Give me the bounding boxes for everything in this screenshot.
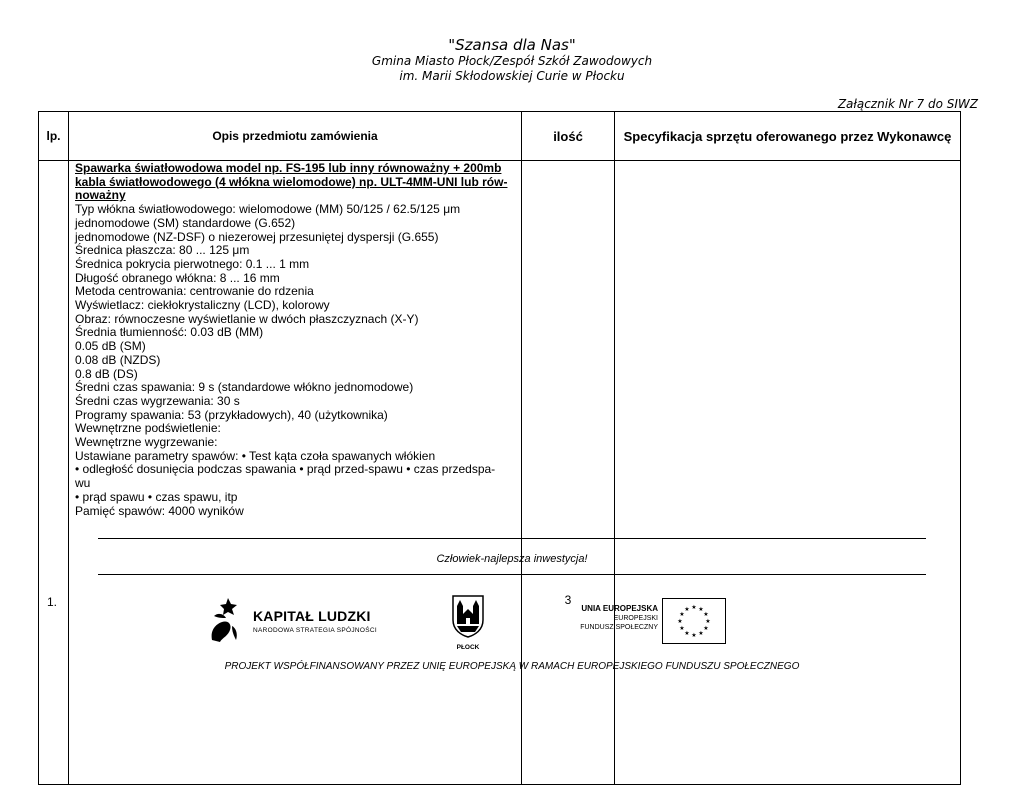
- school-line: im. Marii Skłodowskiej Curie w Płocku: [399, 69, 625, 83]
- eu-union-label: UNIA EUROPEJSKA: [581, 604, 658, 613]
- project-title: "Szansa dla Nas": [448, 36, 576, 54]
- description-line: • prąd spawu • czas spawu, itp: [75, 489, 238, 504]
- item-name-line: kabla światłowodowego (4 włókna wielomodowe) np. ULT-4MM-UNI lub rów-: [75, 174, 508, 189]
- eu-fund-line: EUROPEJSKI: [613, 614, 658, 622]
- item-description: [69, 161, 522, 785]
- description-line: Typ włókna światłowodowego: wielomodowe (MM) 50/125 / 62.5/125 μm: [75, 202, 461, 217]
- description-line: Średnica pokrycia pierwotnego: 0.1 ... 1 mm: [75, 256, 310, 271]
- plock-crest-logo: [448, 594, 488, 650]
- svg-text:★: ★: [705, 618, 711, 625]
- eu-flag-icon: [662, 598, 726, 644]
- col-header-quantity: ilość: [522, 112, 615, 161]
- description-line: jednomodowe (NZ-DSF) o niezerowej przesuniętej dyspersji (G.655): [75, 229, 439, 244]
- description-line: Wewnętrzne podświetlenie:: [75, 421, 221, 436]
- svg-text:★: ★: [703, 625, 709, 632]
- description-line: Średnica płaszcza: 80 ... 125 μm: [75, 243, 250, 258]
- col-header-lp: lp.: [39, 112, 69, 161]
- municipality-line: Gmina Miasto Płock/Zespół Szkół Zawodowych: [371, 54, 653, 68]
- svg-text:★: ★: [684, 630, 690, 637]
- col-header-description: Opis przedmiotu zamówienia: [69, 112, 522, 161]
- row-number: 1.: [39, 161, 69, 785]
- eu-text-block: [568, 604, 658, 633]
- kapital-ludzki-name: KAPITAŁ LUDZKI: [253, 608, 371, 624]
- document-header: [0, 36, 1024, 84]
- description-line: jednomodowe (SM) standardowe (G.652): [75, 215, 296, 230]
- eu-fund-line-2: FUNDUSZ SPOŁECZNY: [580, 624, 658, 631]
- col-header-specification: Specyfikacja sprzętu oferowanego przez Wykonawcę: [615, 112, 961, 161]
- description-line: • odległość dosunięcia podczas spawania • prąd przed-spawu • czas przedspa-: [75, 462, 496, 477]
- svg-text:★: ★: [703, 611, 709, 618]
- item-quantity: 3: [522, 161, 615, 785]
- description-line: Wyświetlacz: ciekłokrystaliczny (LCD), kolorowy: [75, 298, 330, 313]
- description-line: Długość obranego włókna: 8 ... 16 mm: [75, 270, 280, 285]
- svg-text:★: ★: [679, 625, 685, 632]
- svg-text:★: ★: [679, 611, 685, 618]
- annex-label: Załącznik Nr 7 do SIWZ: [837, 97, 978, 111]
- svg-text:★: ★: [691, 632, 697, 639]
- item-name-line: Spawarka światłowodowa model np. FS-195 lub inny równoważny + 200mb: [75, 161, 502, 175]
- svg-text:★: ★: [698, 630, 704, 637]
- description-line: Obraz: równoczesne wyświetlanie w dwóch płaszczyznach (X-Y): [75, 311, 419, 326]
- description-line: Średnia tłumienność: 0.03 dB (MM): [75, 325, 264, 340]
- description-line: Wewnętrzne wygrzewanie:: [75, 435, 218, 450]
- description-line: Średni czas wygrzewania: 30 s: [75, 393, 240, 408]
- footer-motto: Człowiek-najlepsza inwestycja!: [436, 553, 588, 565]
- svg-text:★: ★: [698, 606, 704, 613]
- description-line: Średni czas spawania: 9 s (standardowe włókno jednomodowe): [75, 380, 414, 395]
- offered-specification-cell[interactable]: [615, 161, 961, 785]
- description-line: 0.08 dB (NZDS): [75, 352, 161, 367]
- kapital-ludzki-tagline: NARODOWA STRATEGIA SPÓJNOŚCI: [253, 627, 377, 634]
- footer-divider-top: [98, 538, 926, 539]
- item-name-line: noważny: [75, 188, 126, 203]
- description-line: Ustawiane parametry spawów: • Test kąta czoła spawanych włókien: [75, 448, 436, 463]
- svg-text:★: ★: [677, 618, 683, 625]
- svg-text:★: ★: [691, 604, 697, 611]
- specification-table: [38, 111, 961, 785]
- svg-text:★: ★: [684, 606, 690, 613]
- description-line: Programy spawania: 53 (przykładowych), 40 (użytkownika): [75, 407, 388, 422]
- logos-bar: [0, 588, 1024, 650]
- footer-divider-bottom: [98, 574, 926, 575]
- description-line: Pamięć spawów: 4000 wyników: [75, 503, 244, 518]
- plock-label: PŁOCK: [456, 644, 480, 651]
- kapital-ludzki-logo: [206, 596, 378, 646]
- description-line: Metoda centrowania: centrowanie do rdzenia: [75, 284, 314, 299]
- description-line: wu: [75, 476, 91, 491]
- table-header-row: [39, 112, 961, 161]
- kapital-ludzki-figure-icon: [206, 596, 242, 644]
- plock-crest-icon: [451, 594, 485, 638]
- description-line: 0.8 dB (DS): [75, 366, 138, 381]
- project-cofinancing-note: PROJEKT WSPÓŁFINANSOWANY PRZEZ UNIĘ EUROPEJSKĄ W RAMACH EUROPEJSKIEGO FUNDUSZU SPOŁECZNEGO: [224, 661, 800, 672]
- table-row: [39, 161, 961, 785]
- description-line: 0.05 dB (SM): [75, 339, 146, 354]
